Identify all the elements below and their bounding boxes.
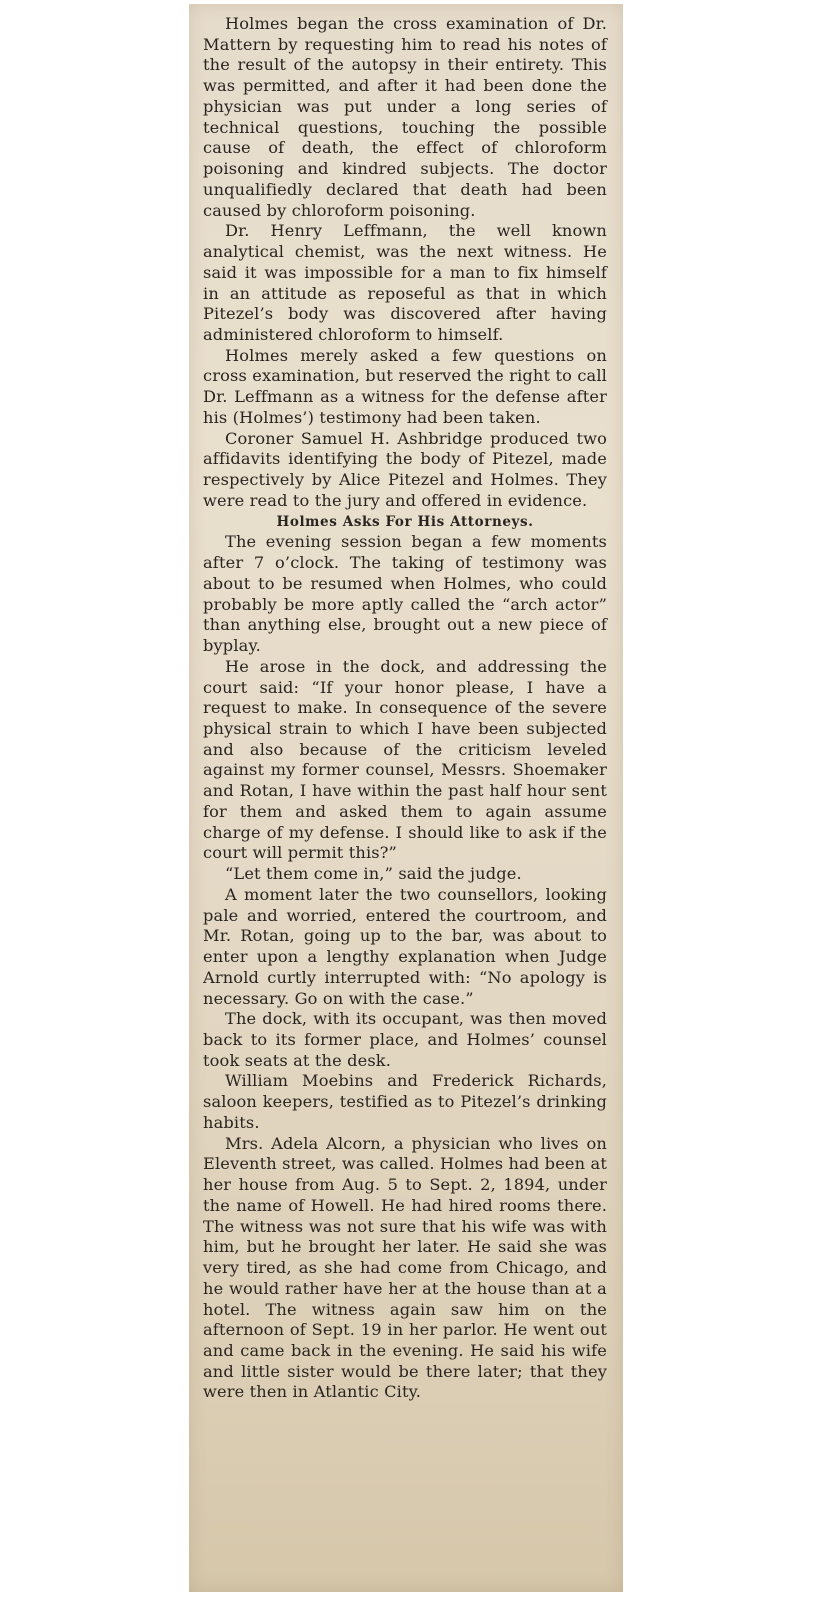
newspaper-clipping — [189, 4, 623, 1592]
paragraph-evening-session: The evening session began a few moments after 7 o’clock. The taking of testimony was about to be resumed when Holmes, who could probably be more aptly called the “arch actor” than anything else, brought out a new piece of byplay. — [203, 532, 607, 656]
article-column — [203, 14, 607, 1403]
section-subhead: Holmes Asks For His Attorneys. — [276, 513, 534, 530]
paragraph-saloon-keepers: William Moebins and Frederick Richards, saloon keepers, testified as to Pitezel’s drinking habits. — [203, 1071, 607, 1132]
paragraph-leffmann-testimony: Dr. Henry Leffmann, the well known analytical chemist, was the next witness. He said it was impossible for a man to fix himself in an attitude as reposeful as that in which Pitezel’s body was discovered after having administered chloroform to himself. — [203, 221, 607, 345]
paragraph-alcorn-testimony: Mrs. Adela Alcorn, a physician who lives on Eleventh street, was called. Holmes had been at her house from Aug. 5 to Sept. 2, 1894, under the name of Howell. He had hired rooms there. The witness was not sure that his wife was with him, but he brought her later. He said she was very tired, as she had come from Chicago, and he would rather have her at the house than at a hotel. The witness again saw him on the afternoon of Sept. 19 in her parlor. He went out and came back in the evening. He said his wife and little sister would be there later; that they were then in Atlantic City. — [203, 1133, 607, 1402]
paragraph-holmes-request: He arose in the dock, and addressing the court said: “If your honor please, I have a request to make. In consequence of the severe physical strain to which I have been subjected and also because of the criticism leveled against my former counsel, Messrs. Shoemaker and Rotan, I have within the past half hour sent for them and asked them to again assume charge of my defense. I should like to ask if the court will permit this?” — [203, 656, 607, 863]
paragraph-counsellors-enter: A moment later the two counsellors, looking pale and worried, entered the courtroom, and Mr. Rotan, going up to the bar, was about to enter upon a lengthy explanation when Judge Arnold curtly interrupted with: “No apology is necessary. Go on with the case.” — [203, 884, 607, 1008]
paragraph-holmes-questions: Holmes merely asked a few questions on cross examination, but reserved the right to call Dr. Leffmann as a witness for the defense after his (Holmes’) testimony had been taken. — [203, 345, 607, 427]
paragraph-dock-moved: The dock, with its occupant, was then moved back to its former place, and Holmes’ counsel took seats at the desk. — [203, 1009, 607, 1070]
paragraph-judge-reply: “Let them come in,” said the judge. — [225, 864, 522, 884]
paragraph-coroner-affidavits: Coroner Samuel H. Ashbridge produced two affidavits identifying the body of Pitezel, made respectively by Alice Pitezel and Holmes. They were read to the jury and offered in evidence. — [203, 428, 607, 510]
paragraph-cross-examination: Holmes began the cross examination of Dr. Mattern by requesting him to read his notes of the result of the autopsy in their entirety. This was permitted, and after it had been done the physician was put under a long series of technical questions, touching the possible cause of death, the effect of chloroform poisoning and kindred subjects. The doctor unqualifiedly declared that death had been caused by chloroform poisoning. — [203, 14, 607, 220]
